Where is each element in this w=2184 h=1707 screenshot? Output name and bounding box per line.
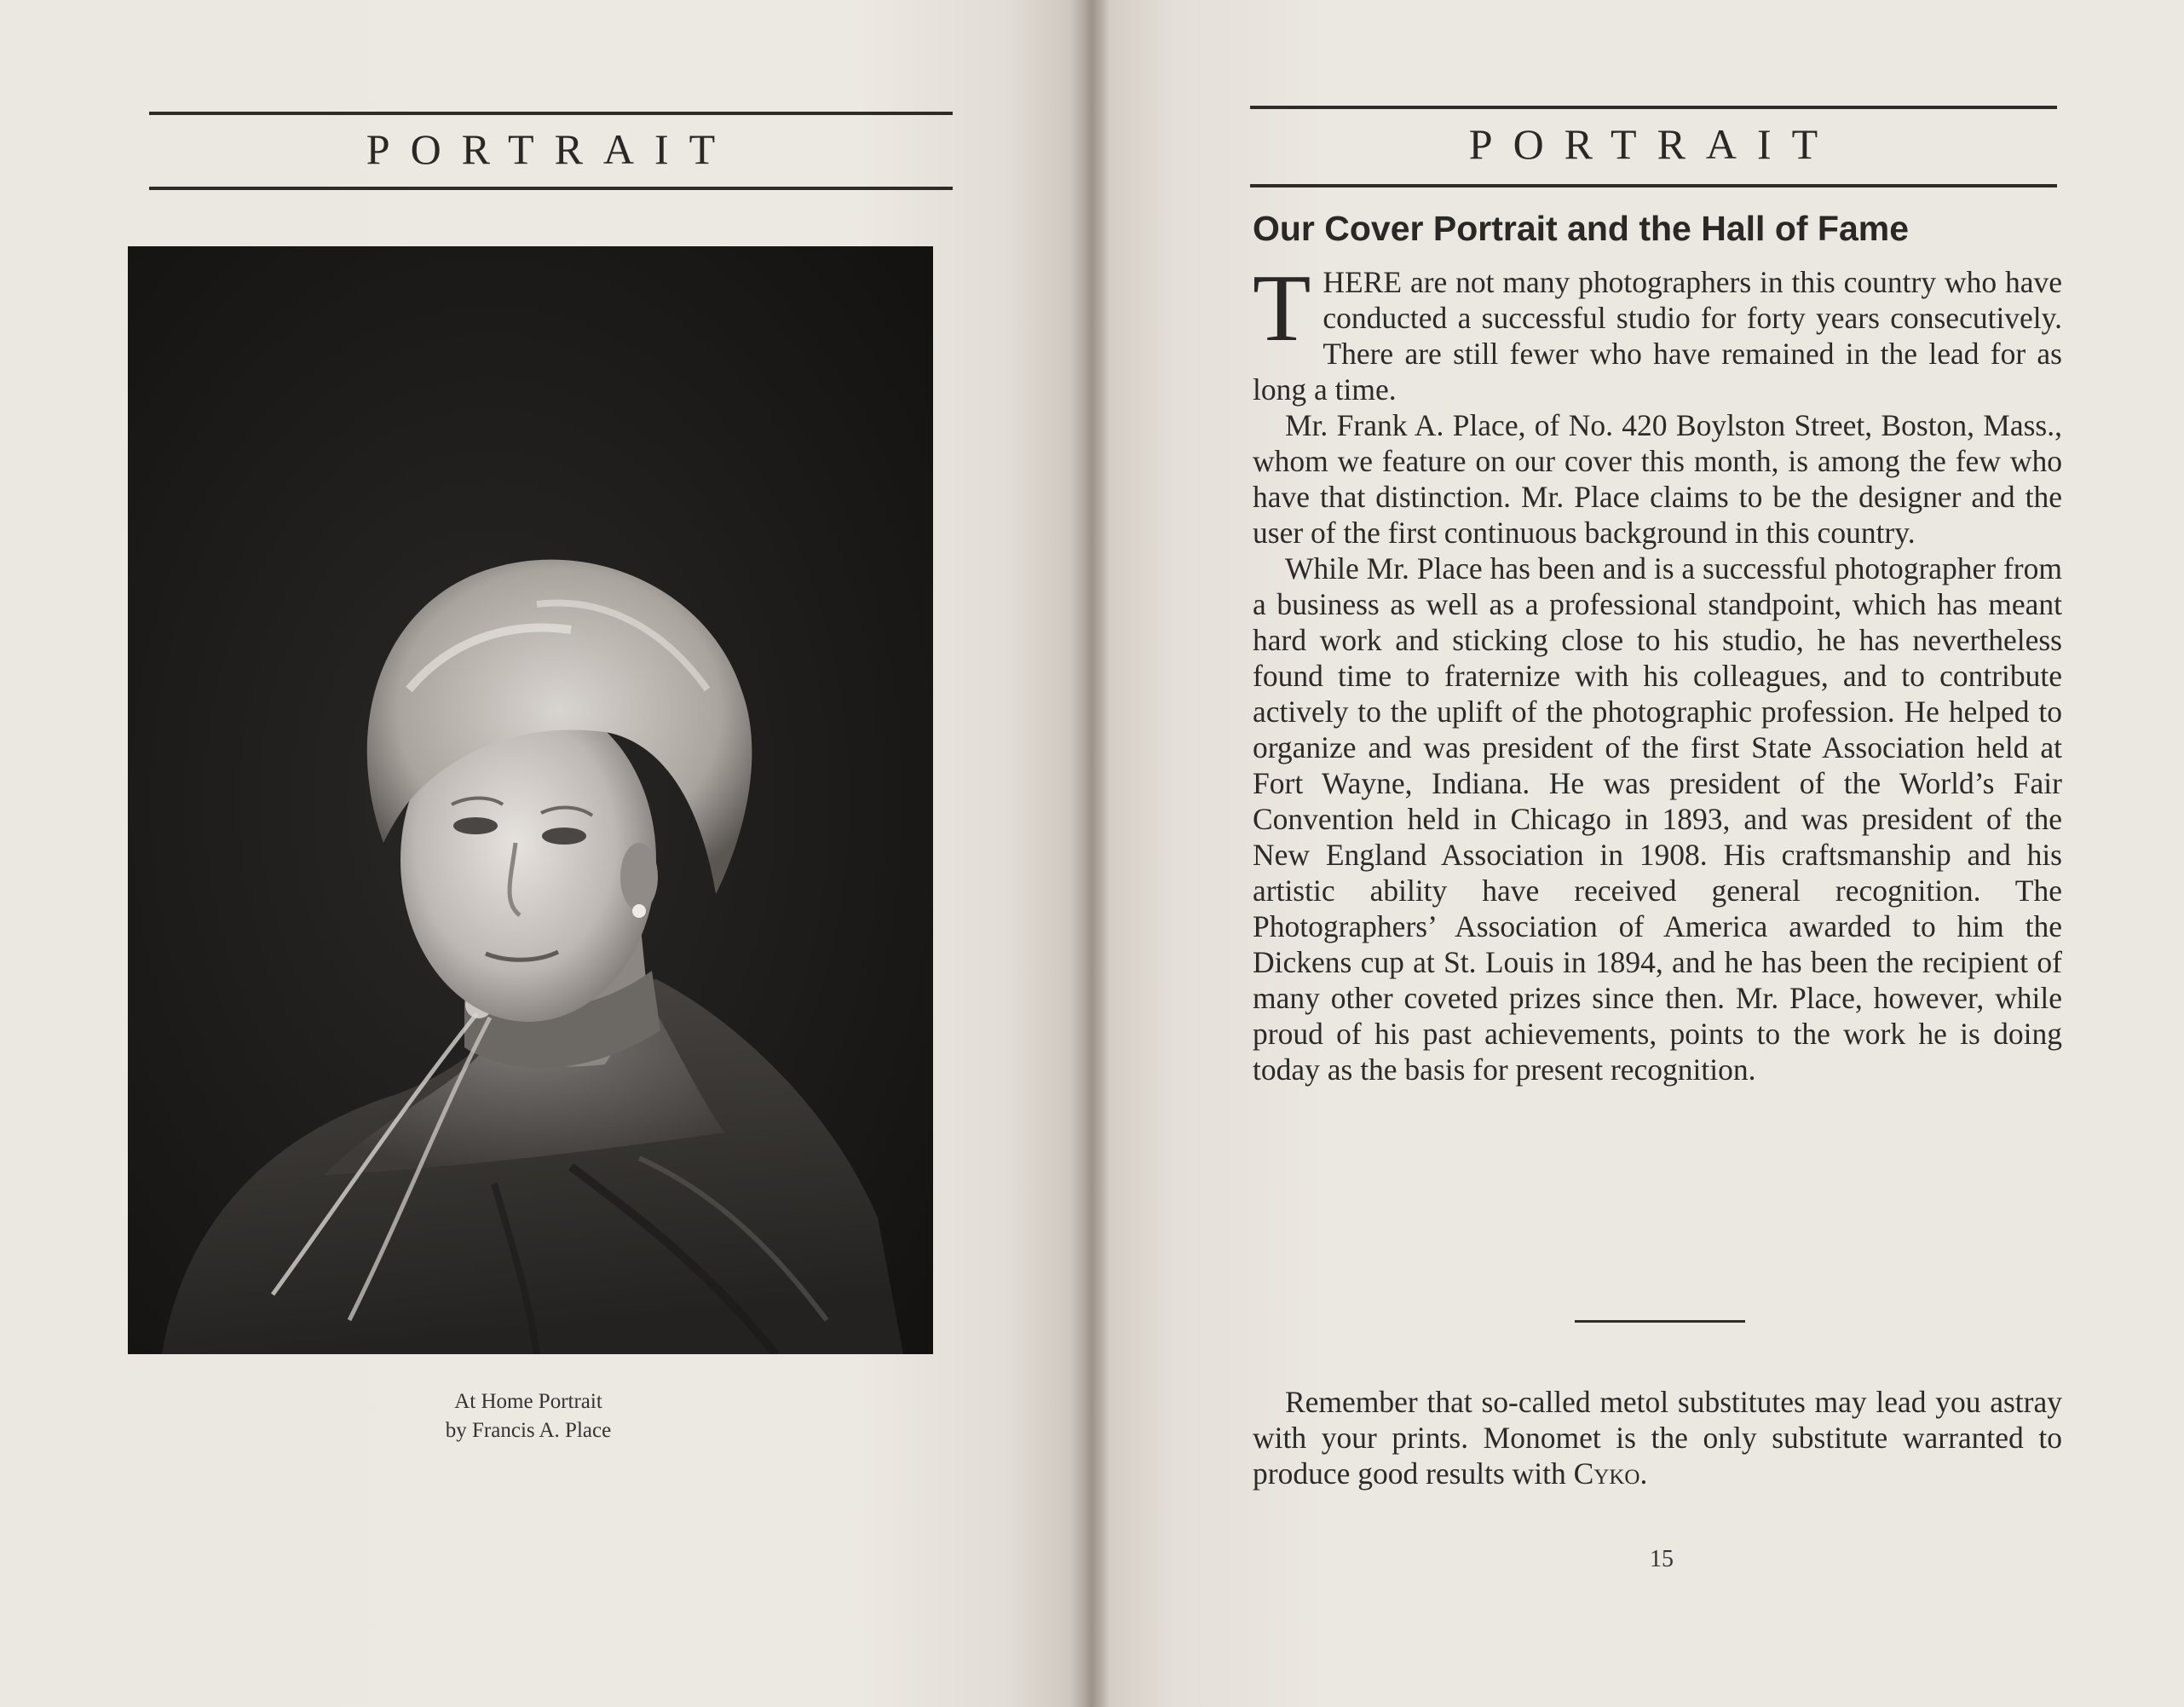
note-text: Remember that so-called metol substitutes may lead you astray with your prints. Monomet is the only substitute warranted to produce good results with [1253,1385,2062,1491]
right-running-head: PORTRAIT [1468,120,1839,168]
left-top-rule [149,112,953,115]
caption-credit: by Francis A. Place [445,1419,612,1442]
note-paragraph [1253,1384,2062,1491]
right-top-rule [1250,106,2057,109]
section-divider [1575,1320,1745,1323]
paragraph-1 [1253,256,2062,407]
drop-cap: T [1253,256,1311,361]
portrait-illustration [128,246,933,1354]
left-running-head: PORTRAIT [366,125,736,173]
caption-title: At Home Portrait [454,1390,602,1413]
paragraph-3: While Mr. Place has been and is a successful photographer from a business as well as a professional standpoint, which has meant hard work and sticking close to his studio, he has nevertheless found time to fraternize with his colleagues, and to contribute actively to the uplift of the photographic profession. He helped to organize and was president of the first State Association held at Fort Wayne, Indiana. He was president of the World’s Fair Convention held in Chicago in 1893, and was president of the New England Association in 1908. His craftsmanship and his artistic ability have received general recognition. The Photographers’ Association of America awarded to him the Dickens cup at St. Louis in 1894, and he has been the recipient of many other coveted prizes since then. Mr. Place, however, while proud of his past achievements, points to the work he is doing today as the basis for present recognition. [1253,551,2062,1087]
note-brand: Cyko [1573,1456,1640,1491]
article-body [1253,256,2062,1087]
right-bottom-rule [1250,184,2057,187]
paragraph-2: Mr. Frank A. Place, of No. 420 Boylston Street, Boston, Mass., whom we feature on our cover this month, is among the few who have that distinction. Mr. Place claims to be the designer and the user of the first continuous background in this country. [1253,408,2062,550]
book-gutter [1069,0,1110,1707]
note-end: . [1639,1456,1648,1491]
portrait-photo [128,246,933,1354]
page-number: 15 [1650,1546,1674,1572]
photo-caption [324,1387,733,1445]
paragraph-1-text: HERE are not many photographers in this country who have conducted a successful studio for forty years consecutively. There are still fewer who have remained in the lead for as long a time. [1253,265,2062,407]
advert-note [1253,1384,2062,1491]
left-bottom-rule [149,187,953,190]
article-title: Our Cover Portrait and the Hall of Fame [1253,209,1910,248]
